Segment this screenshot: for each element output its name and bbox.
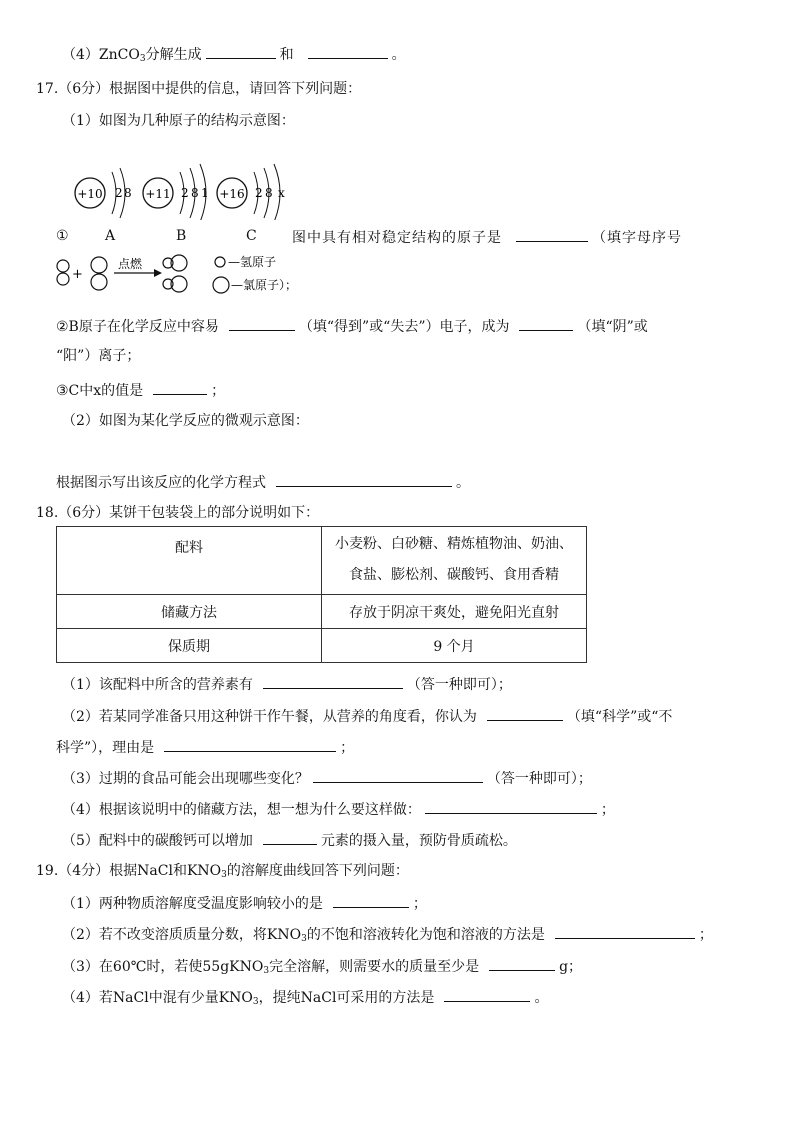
package-info-table: [56, 526, 587, 663]
text: 根据图示写出该反应的化学方程式: [56, 475, 266, 491]
text: 。: [456, 475, 470, 491]
table-cell: 保质期: [57, 629, 322, 663]
answer-blank[interactable]: [153, 380, 207, 395]
text: （5）配料中的碳酸钙可以增加: [62, 833, 253, 849]
answer-blank[interactable]: [229, 316, 295, 331]
arrow-head: [154, 269, 162, 277]
answer-blank[interactable]: [263, 830, 317, 845]
text: （填“得到”或“失去”）电子，成为: [298, 319, 510, 335]
answer-blank[interactable]: [519, 316, 573, 331]
electron-count: 8: [124, 186, 132, 200]
text: 。: [534, 990, 549, 1006]
text: （1）两种物质溶解度受温度影响较小的是: [62, 896, 323, 912]
text: ；: [698, 927, 713, 943]
text: （填“科学”或“不: [566, 709, 673, 725]
nucleus-a: +10: [77, 187, 103, 201]
answer-blank[interactable]: [206, 44, 276, 59]
label-a: A: [105, 228, 116, 244]
electron-count: 2: [255, 186, 263, 200]
subscript: 3: [252, 997, 259, 1007]
text: 元素的摄入量，预防骨质疏松。: [320, 833, 517, 849]
table-row: [57, 629, 587, 663]
text: （4）ZnCO: [62, 47, 140, 63]
text: 的溶解度曲线回答下列问题：: [226, 863, 409, 879]
electron-count: x: [278, 186, 285, 200]
text: 可采用的方法是: [336, 990, 435, 1006]
q18-s5: [62, 830, 517, 850]
text: 中混有少量KNO: [148, 990, 253, 1006]
q16-part4: [62, 44, 406, 68]
electron-count: 1: [201, 186, 209, 200]
answer-blank[interactable]: [313, 768, 483, 783]
table-row: [57, 595, 587, 629]
text: ②B原子在化学反应中容易: [56, 319, 219, 335]
reaction-condition: 点燃: [118, 257, 143, 271]
text: g；: [559, 959, 583, 975]
electron-count: 2: [115, 186, 123, 200]
text: （3）在60℃时，若使55gKNO: [62, 959, 264, 975]
q19-title: [36, 862, 409, 884]
subscript: 3: [221, 870, 227, 880]
q17-equation: [56, 472, 470, 492]
answer-blank[interactable]: [489, 956, 555, 971]
legend-hydrogen: [215, 257, 225, 267]
legend-chlorine: [213, 277, 229, 293]
text: （1）该配料中所含的营养素有: [62, 677, 253, 693]
text: 和: [172, 863, 187, 879]
text: 完全溶解，则需要水的质量至少是: [269, 959, 480, 975]
text: （填“阴”或: [577, 319, 648, 335]
subscript: 3: [301, 934, 307, 944]
table-row: [57, 527, 587, 595]
text: （4）若: [62, 990, 113, 1006]
chlorine-molecule: [91, 257, 107, 290]
q17-c3: [56, 380, 225, 400]
label-b: B: [176, 228, 187, 244]
atom-c: [217, 164, 285, 220]
table-cell: 配料: [57, 527, 322, 595]
atom-structure-diagram: [68, 160, 308, 220]
text: 食盐、膨松剂、碳酸钙、食用香精: [349, 567, 559, 583]
text: （答一种即可）；: [486, 771, 592, 787]
subscript: 3: [263, 966, 270, 976]
q17-c1: [292, 227, 682, 247]
text: （填字母序号: [592, 230, 682, 246]
text: 科学”），理由是: [56, 740, 155, 756]
text: 图中具有相对稳定结构的原子是: [292, 230, 502, 246]
text: ；: [600, 802, 615, 818]
text: 19.（4分）根据: [36, 863, 138, 879]
answer-blank[interactable]: [444, 987, 530, 1002]
q17-c1-num: ①: [56, 228, 69, 244]
text: NaCl: [300, 990, 337, 1006]
text: ；: [340, 740, 355, 756]
answer-blank[interactable]: [308, 44, 388, 59]
q17-c2: [56, 316, 648, 336]
nucleus-c: +16: [219, 187, 245, 201]
q19-s3: [62, 956, 582, 980]
table-cell: [322, 527, 587, 595]
q18-s4: [62, 799, 615, 819]
nucleus-b: +11: [145, 187, 171, 201]
answer-blank[interactable]: [425, 799, 597, 814]
q17-part1: （1）如图为几种原子的结构示意图：: [62, 113, 295, 129]
answer-blank[interactable]: [263, 674, 403, 689]
table-cell: 存放于阴凉干爽处，避免阳光直射: [322, 595, 587, 629]
q17-title: 17.（6分）根据图中提供的信息，请回答下列问题：: [36, 81, 362, 97]
text: （4）根据该说明中的储藏方法，想一想为什么要这样做：: [62, 802, 421, 818]
q19-s4: [62, 987, 548, 1011]
answer-blank[interactable]: [555, 924, 695, 939]
hydrogen-molecule: [57, 260, 69, 285]
table-cell: 9 个月: [322, 629, 587, 663]
subscript: 3: [139, 54, 146, 64]
answer-blank[interactable]: [164, 737, 336, 752]
electron-count: 2: [181, 186, 189, 200]
text: ；: [412, 896, 427, 912]
q17-part2: （2）如图为某化学反应的微观示意图：: [62, 413, 309, 429]
atom-b: [143, 164, 209, 220]
answer-blank[interactable]: [516, 227, 588, 242]
text: （2）若不改变溶质质量分数，将: [62, 927, 267, 943]
reaction-micro-diagram: [54, 252, 324, 298]
answer-blank[interactable]: [276, 472, 452, 487]
q18-title: 18.（6分）某饼干包装袋上的部分说明如下：: [36, 505, 320, 521]
q17-c2-cont: “阳”）离子；: [56, 348, 141, 364]
text: NaCl: [137, 863, 173, 879]
text: （3）过期的食品可能会出现哪些变化？: [62, 771, 309, 787]
text: 的不饱和溶液转化为饱和溶液的方法是: [306, 927, 545, 943]
hcl-molecules: [163, 255, 187, 292]
q19-s2: [62, 924, 713, 948]
electron-count: 8: [265, 186, 273, 200]
q18-s2: [62, 706, 672, 726]
text: NaCl: [112, 990, 149, 1006]
q18-s2-cont: [56, 737, 354, 757]
electron-count: 8: [191, 186, 199, 200]
text: ，提纯: [258, 990, 301, 1006]
text: 分解生成: [145, 47, 202, 63]
table-cell: 储藏方法: [57, 595, 322, 629]
text: （答一种即可）；: [406, 677, 512, 693]
q18-s3: [62, 768, 592, 788]
label-c: C: [246, 228, 257, 244]
text: 和: [279, 47, 294, 63]
plus-sign: +: [72, 267, 83, 282]
answer-blank[interactable]: [487, 706, 563, 721]
text: KNO: [266, 927, 302, 943]
text: ③C中x的值是: [56, 383, 144, 399]
q19-s1: [62, 893, 427, 913]
text: ；: [211, 383, 226, 399]
answer-blank[interactable]: [333, 893, 409, 908]
text: KNO: [186, 863, 222, 879]
atom-a: [75, 168, 132, 218]
text: 。: [391, 47, 406, 63]
legend-cl-text: —氯原子）；: [231, 278, 298, 292]
text: 小麦粉、白砂糖、精炼植物油、奶油、: [335, 536, 573, 552]
legend-h-text: —氢原子: [228, 255, 277, 269]
q18-s1: [62, 674, 512, 694]
text: （2）若某同学准备只用这种饼干作午餐，从营养的角度看，你认为: [62, 709, 477, 725]
